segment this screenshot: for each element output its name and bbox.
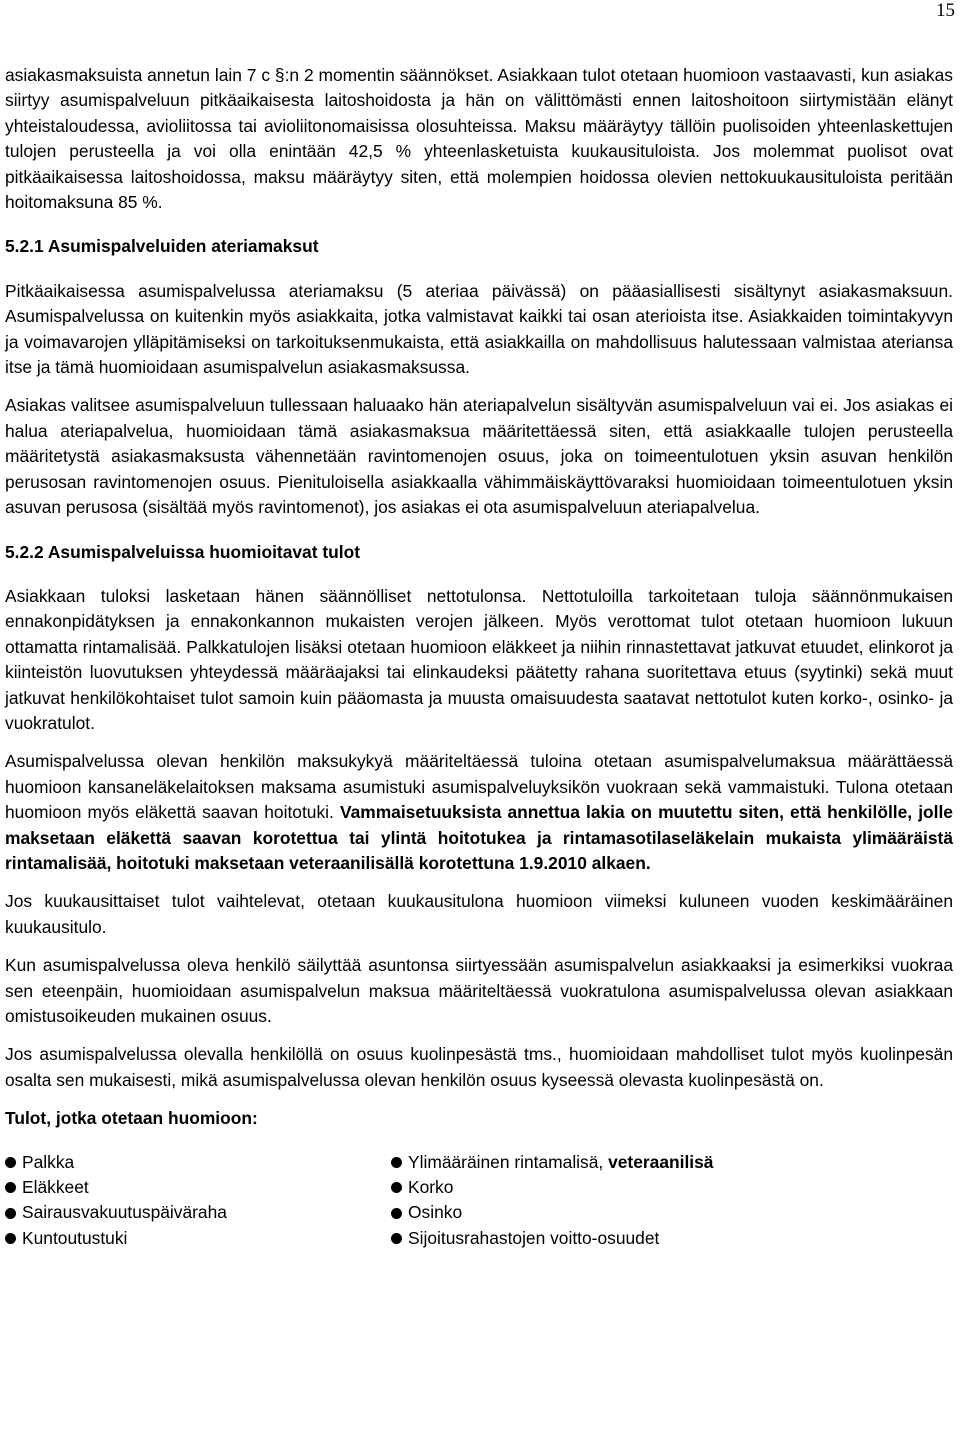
list-item	[391, 1150, 951, 1175]
list-item-label: Korko	[408, 1177, 454, 1198]
paragraph-varying-income: Jos kuukausittaiset tulot vaihtelevat, otetaan kuukausitulona huomioon viimeksi kuluneen vuoden keskimääräinen kuukausitulo.	[5, 891, 953, 937]
list-item-label: Palkka	[22, 1151, 75, 1172]
paragraph-meal-service-choice: Asiakas valitsee asumispalveluun tullessaan haluaako hän ateriapalvelun sisältyvän asumispalveluun vai ei. Jos asiakas ei halua ateriapalvelua, huomioidaan tämä asiakasmaksua määritettäessä siten, että asiakkaalle tulojen perusteella määritetystä asiakasmaksusta vähennetään ravintomenojen osuus, joka on toimeentulotuen yksin asuvan henkilön perusosan ravintomenojen osuus. Pienituloisella asiakkaalla vähimmäiskäyttövaraksi huomioidaan toimeentulotuen yksin asuvan perusosa (sisältää myös ravintomenot), jos asiakas ei ota asumispalveluun ateriapalvelua.	[5, 395, 953, 518]
income-list	[5, 1150, 953, 1252]
list-item-label: Eläkkeet	[22, 1177, 89, 1198]
bullet-icon	[5, 1233, 16, 1244]
list-item	[391, 1175, 951, 1200]
document-body	[5, 63, 953, 1251]
list-item	[5, 1200, 391, 1225]
list-item-label: Osinko	[408, 1202, 463, 1223]
heading-meal-fees: 5.2.1 Asumispalveluiden ateriamaksut	[5, 236, 319, 257]
list-item-label: Ylimääräinen rintamalisä,	[408, 1151, 609, 1172]
paragraph-payment-capacity	[5, 749, 953, 876]
income-list-title: Tulot, jotka otetaan huomioon:	[5, 1108, 258, 1129]
bullet-icon	[5, 1182, 16, 1193]
list-item-label-bold: veteraanilisä	[608, 1151, 714, 1172]
page-number: 15	[936, 0, 955, 21]
bullet-icon	[391, 1233, 402, 1244]
paragraph-meal-fee-included: Pitkäaikaisessa asumispalvelussa ateriamaksu (5 ateriaa päivässä) on pääasiallisesti sisältynyt asiakasmaksuun. Asumispalvelussa on kuitenkin myös asiakkaita, jotka valmistavat kaikki tai osan aterioista itse. Asiakkaiden toimintakyvyn ja voimavarojen ylläpitämiseksi on tarkoituksenmukaista, että asiakkailla on mahdollisuus halutessaan valmistaa ateriansa itse ja tämä huomioidaan asumispalvelun asiakasmaksussa.	[5, 280, 953, 378]
list-item-label: Sairausvakuutuspäiväraha	[22, 1202, 227, 1223]
bullet-icon	[391, 1157, 402, 1168]
list-item	[5, 1226, 391, 1251]
payment-capacity-text: Asumispalvelussa olevan henkilön maksukykyä määriteltäessä tuloina otetaan asumispalvelumaksua määrättäessä huomioon kansaneläkelaitoksen maksama asumistuki asumispalveluyksikön vuokraan sekä vammaistuki. Tulona otetaan huomioon myös eläkettä saavan hoitotuki.	[5, 751, 953, 823]
paragraph-spouse-income: asiakasmaksuista annetun lain 7 c §:n 2 momentin säännökset. Asiakkaan tulot otetaan huomioon vastaavasti, kun asiakas siirtyy asumispalveluun pitkäaikaisesta laitoshoidosta ja hän on välittömästi ennen laitoshoitoon siirtymistään elänyt yhteistaloudessa, avioliitossa tai avioliitonomaisissa olosuhteissa. Maksu määräytyy tällöin puolisoiden yhteenlaskettujen tulojen perusteella ja voi olla enintään 42,5 % yhteenlasketuista kuukausituloista. Jos molemmat puolisot ovat pitkäaikaisessa laitoshoidossa, maksu määräytyy siten, että molempien hoidossa olevien nettokuukausituloista peritään hoitomaksuna 85 %.	[5, 65, 953, 213]
paragraph-rental-income: Kun asumispalvelussa oleva henkilö säilyttää asuntonsa siirtyessään asumispalvelun asiakkaaksi ja esimerkiksi vuokraa sen eteenpäin, huomioidaan asumispalvelun maksua määriteltäessä vuokratulona asumispalvelussa olevan asiakkaan omistusoikeuden mukainen osuus.	[5, 955, 953, 1026]
list-item	[5, 1175, 391, 1200]
paragraph-net-income: Asiakkaan tuloksi lasketaan hänen säännölliset nettotulonsa. Nettotuloilla tarkoitetaan tuloja säännönmukaisen ennakonpidätyksen ja ennakonkannon mukaisten verojen jälkeen. Myös verottomat tulot otetaan huomioon lukuun ottamatta rintamalisää. Palkkatulojen lisäksi otetaan huomioon eläkkeet ja niihin rinnastettavat jatkuvat etuudet, elinkorot ja kiinteistön luovutuksen yhteydessä määräajaksi tai elinkaudeksi päätetty rahana suoritettava etuus (syytinki) sekä muut jatkuvat henkilökohtaiset tulot samoin kuin pääomasta ja muusta omaisuudesta saatavat nettotulot kuten korko-, osinko- ja vuokratulot.	[5, 585, 953, 733]
paragraph-estate-income: Jos asumispalvelussa olevalla henkilöllä on osuus kuolinpesästä tms., huomioidaan mahdolliset tulot myös kuolinpesän osalta sen mukaisesti, mikä asumispalvelussa olevan henkilön osuus kyseessä olevasta kuolinpesästä on.	[5, 1044, 953, 1090]
bullet-icon	[5, 1208, 16, 1219]
list-item	[391, 1200, 951, 1225]
bullet-icon	[5, 1157, 16, 1168]
bullet-icon	[391, 1182, 402, 1193]
list-item	[391, 1226, 951, 1251]
list-item-label: Sijoitusrahastojen voitto-osuudet	[408, 1227, 660, 1248]
list-item-label: Kuntoutustuki	[22, 1227, 128, 1248]
bullet-icon	[391, 1208, 402, 1219]
disability-benefit-change-text: Vammaisetuuksista annettua lakia on muutettu siten, että henkilölle, jolle maksetaan eläkettä saavan korotettua tai ylintä hoitotukea ja rintamasotilaseläkelain mukaista ylimääräistä rintamalisää, hoitotuki maksetaan veteraanilisällä korotettuna 1.9.2010 alkaen.	[5, 802, 953, 873]
list-item	[5, 1150, 391, 1175]
heading-income-considered: 5.2.2 Asumispalveluissa huomioitavat tulot	[5, 541, 360, 562]
